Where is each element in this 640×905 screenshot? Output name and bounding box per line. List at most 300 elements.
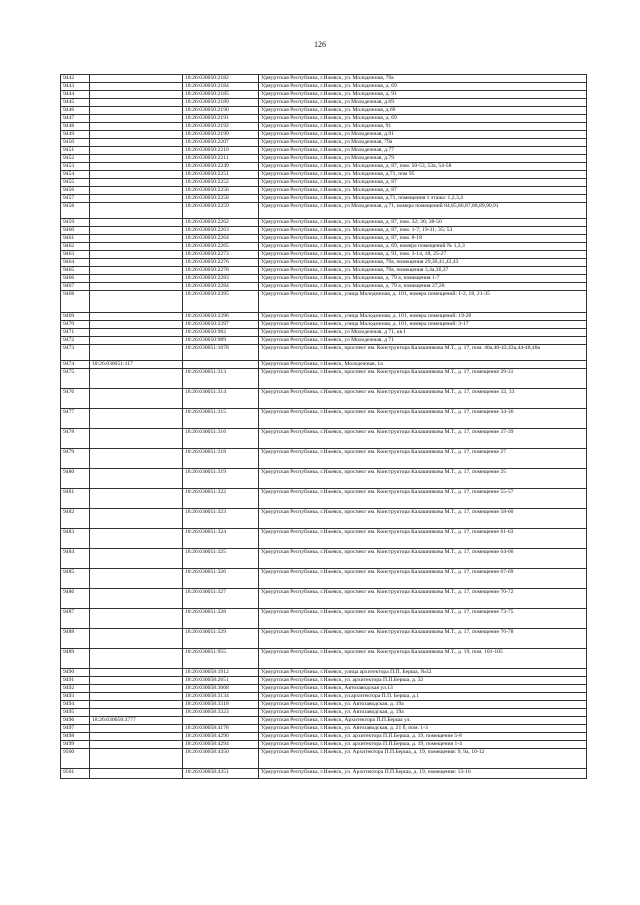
record-number-cell: 9476 bbox=[61, 389, 90, 409]
table-row bbox=[61, 389, 587, 409]
address-cell: Удмуртская Республика, г.Ижевск, ул Молодежная, 79а bbox=[259, 139, 587, 147]
previous-cadastral-number-cell bbox=[90, 529, 183, 549]
record-number-cell: 9448 bbox=[61, 123, 90, 131]
record-number-cell: 9468 bbox=[61, 291, 90, 313]
record-number-cell: 9493 bbox=[61, 693, 90, 701]
record-number-cell: 9467 bbox=[61, 283, 90, 291]
previous-cadastral-number-cell bbox=[90, 313, 183, 321]
address-cell: Удмуртская Республика, г.Ижевск, ул. Молодежная, д. 91, пом. 3-14, 18, 25-27 bbox=[259, 251, 587, 259]
table-row bbox=[61, 329, 587, 337]
record-number-cell: 9447 bbox=[61, 115, 90, 123]
address-cell: Удмуртская Республика, г.Ижевск, ул. Молодежная, д. 69, номера помещений № 1,2,3 bbox=[259, 243, 587, 251]
previous-cadastral-number-cell bbox=[90, 369, 183, 389]
record-number-cell: 9458 bbox=[61, 203, 90, 219]
record-number-cell: 9497 bbox=[61, 725, 90, 733]
previous-cadastral-number-cell bbox=[90, 733, 183, 741]
address-cell: Удмуртская Республика, г.Ижевск, проспект им. Конструктора Калашникова М.Т., д. 17, помещение 61-63 bbox=[259, 529, 587, 549]
record-number-cell: 9444 bbox=[61, 91, 90, 99]
table-row bbox=[61, 107, 587, 115]
record-number-cell: 9452 bbox=[61, 155, 90, 163]
previous-cadastral-number-cell bbox=[90, 163, 183, 171]
previous-cadastral-number-cell bbox=[90, 147, 183, 155]
address-cell: Удмуртская Республика, г.Ижевск, ул Молодежная, д.71, номера помещений 84,85,86,87,88,89,90,91 bbox=[259, 203, 587, 219]
previous-cadastral-number-cell bbox=[90, 749, 183, 769]
address-cell: Удмуртская Республика, г.Ижевск, ул. Архитектора П.П.Берша, д. 19, помещения: 13-16 bbox=[259, 769, 587, 779]
table-row bbox=[61, 345, 587, 361]
address-cell: Удмуртская Республика, г.Ижевск, ул. Молодежная, д. 87, пом. 50-53, 53а, 54-58 bbox=[259, 163, 587, 171]
table-row bbox=[61, 509, 587, 529]
address-cell: Удмуртская Республика, г.Ижевск, ул. Молодежная, д.71, пом 95 bbox=[259, 171, 587, 179]
previous-cadastral-number-cell: 18:26:030058:3777 bbox=[90, 717, 183, 725]
cadastral-number-cell: 18:26:030058:1912 bbox=[183, 669, 259, 677]
cadastral-number-cell: 18:26:030051:325 bbox=[183, 549, 259, 569]
cadastral-number-cell: 18:26:030058:3068 bbox=[183, 685, 259, 693]
previous-cadastral-number-cell bbox=[90, 123, 183, 131]
address-cell: Удмуртская Республика, г.Ижевск, ул Молодежная, д.79 bbox=[259, 155, 587, 163]
cadastral-number-cell: 18:26:030058:2651 bbox=[183, 677, 259, 685]
record-number-cell: 9486 bbox=[61, 589, 90, 609]
cadastral-number-cell bbox=[183, 717, 259, 725]
record-number-cell: 9443 bbox=[61, 83, 90, 91]
previous-cadastral-number-cell bbox=[90, 131, 183, 139]
table-row bbox=[61, 569, 587, 589]
cadastral-number-cell: 18:26:030058:4351 bbox=[183, 769, 259, 779]
table-row bbox=[61, 369, 587, 389]
previous-cadastral-number-cell bbox=[90, 99, 183, 107]
table-row bbox=[61, 749, 587, 769]
address-cell: Удмуртская Республика, г.Ижевск, ул Молодежная, д 71, кв I bbox=[259, 329, 587, 337]
record-number-cell: 9462 bbox=[61, 243, 90, 251]
previous-cadastral-number-cell bbox=[90, 171, 183, 179]
cadastral-number-cell: 18:26:030050:2397 bbox=[183, 321, 259, 329]
cadastral-number-cell: 18:26:030050:2191 bbox=[183, 115, 259, 123]
cadastral-number-cell: 18:26:030058:3134 bbox=[183, 693, 259, 701]
previous-cadastral-number-cell bbox=[90, 549, 183, 569]
cadastral-number-cell: 18:26:030050:2189 bbox=[183, 99, 259, 107]
cadastral-number-cell: 18:26:030051:327 bbox=[183, 589, 259, 609]
table-row bbox=[61, 155, 587, 163]
record-number-cell: 9495 bbox=[61, 709, 90, 717]
address-cell: Удмуртская Республика, г.Ижевск, проспект им. Конструктора Калашникова М.Т., д. 19, пом. 101-105 bbox=[259, 649, 587, 669]
address-cell: Удмуртская Республика, г.Ижевск, проспект им. Конструктора Калашникова М.Т., д. 17, помещение 67-69 bbox=[259, 569, 587, 589]
previous-cadastral-number-cell bbox=[90, 677, 183, 685]
cadastral-number-cell: 18:26:030050:2396 bbox=[183, 313, 259, 321]
address-cell: Удмуртская Республика, г.Ижевск, ул.архитектора П.П. Берша, д.1 bbox=[259, 693, 587, 701]
previous-cadastral-number-cell bbox=[90, 509, 183, 529]
cadastral-number-cell: 18:26:030050:2262 bbox=[183, 219, 259, 227]
address-cell: Удмуртская Республика, г.Ижевск, ул. Молодежная, д. 87 bbox=[259, 187, 587, 195]
cadastral-number-cell: 18:26:030051:1078 bbox=[183, 345, 259, 361]
previous-cadastral-number-cell bbox=[90, 489, 183, 509]
address-cell: Удмуртская Республика, г.Ижевск, ул. Молодежная, д.69 bbox=[259, 107, 587, 115]
address-cell: Удмуртская Республика, г.Ижевск, ул. Архитектора П.П.Берша, д. 19, помещения: 9, 9а, 10-12 bbox=[259, 749, 587, 769]
previous-cadastral-number-cell bbox=[90, 83, 183, 91]
address-cell: Удмуртская Республика, г.Ижевск, ул. Молодежная, д. 87, пом. 1-7; 19-31; 35; 53 bbox=[259, 227, 587, 235]
record-number-cell: 9463 bbox=[61, 251, 90, 259]
previous-cadastral-number-cell bbox=[90, 701, 183, 709]
previous-cadastral-number-cell bbox=[90, 91, 183, 99]
record-number-cell: 9470 bbox=[61, 321, 90, 329]
address-cell: Удмуртская Республика, г.Ижевск, проспект им. Конструктора Калашникова М.Т., д. 17, помещение 73-75 bbox=[259, 609, 587, 629]
record-number-cell: 9481 bbox=[61, 489, 90, 509]
address-cell: Удмуртская Республика, г.Ижевск, проспект им. Конструктора Калашникова М.Т., д. 17, помещение 58-60 bbox=[259, 509, 587, 529]
address-cell: Удмуртская Республика, г.Ижевск, ул. Молодежная, д. 79 а, помещения 1-7 bbox=[259, 275, 587, 283]
record-number-cell: 9445 bbox=[61, 99, 90, 107]
cadastral-number-cell: 18:26:030050:989 bbox=[183, 337, 259, 345]
previous-cadastral-number-cell bbox=[90, 709, 183, 717]
address-cell: Удмуртская Республика, г.Ижевск, ул Молодежная, д.91 bbox=[259, 131, 587, 139]
table-row bbox=[61, 549, 587, 569]
previous-cadastral-number-cell bbox=[90, 389, 183, 409]
record-number-cell: 9469 bbox=[61, 313, 90, 321]
table-row bbox=[61, 203, 587, 219]
table-row bbox=[61, 179, 587, 187]
cadastral-number-cell: 18:26:030050:2199 bbox=[183, 131, 259, 139]
address-cell: Удмуртская Республика, г.Ижевск, улица архитектора П.П. Берша, №32 bbox=[259, 669, 587, 677]
address-cell: Удмуртская Республика, г.Ижевск, ул. Молодежная, д. 79 а, помещения 27,28 bbox=[259, 283, 587, 291]
record-number-cell: 9472 bbox=[61, 337, 90, 345]
table-row bbox=[61, 123, 587, 131]
record-number-cell: 9477 bbox=[61, 409, 90, 429]
cadastral-number-cell: 18:26:030050:2256 bbox=[183, 187, 259, 195]
table-row bbox=[61, 649, 587, 669]
table-row bbox=[61, 629, 587, 649]
address-cell: Удмуртская Республика, г.Ижевск, проспект им. Конструктора Калашникова М.Т., д. 17, помещение 76-78 bbox=[259, 629, 587, 649]
cadastral-number-cell: 18:26:030050:2185 bbox=[183, 91, 259, 99]
table-row bbox=[61, 469, 587, 489]
address-cell: Удмуртская Республика, г.Ижевск, ул. архитектора П.П.Берша, д. 19, помещения 1-4 bbox=[259, 741, 587, 749]
address-cell: Удмуртская Республика, г.Ижевск, ул. Молодежная, 91 bbox=[259, 123, 587, 131]
address-cell: Удмуртская Республика, г.Ижевск, улица Молодежная, д. 101, номера помещений: 3-17 bbox=[259, 321, 587, 329]
cadastral-number-cell: 18:26:030051:328 bbox=[183, 609, 259, 629]
cadastral-number-cell: 18:26:030051:318 bbox=[183, 449, 259, 469]
record-number-cell: 9498 bbox=[61, 733, 90, 741]
cadastral-number-cell: 18:26:030050:2283 bbox=[183, 275, 259, 283]
address-cell: Удмуртская Республика, г.Ижевск, ул Молодежная, д 71 bbox=[259, 337, 587, 345]
record-number-cell: 9479 bbox=[61, 449, 90, 469]
table-row bbox=[61, 409, 587, 429]
table-row bbox=[61, 219, 587, 227]
cadastral-number-cell bbox=[183, 361, 259, 369]
cadastral-number-cell: 18:26:030051:322 bbox=[183, 489, 259, 509]
previous-cadastral-number-cell bbox=[90, 741, 183, 749]
previous-cadastral-number-cell bbox=[90, 429, 183, 449]
cadastral-number-cell: 18:26:030051:326 bbox=[183, 569, 259, 589]
table-row bbox=[61, 243, 587, 251]
cadastral-number-cell: 18:26:030050:2249 bbox=[183, 163, 259, 171]
cadastral-number-cell: 18:26:030051:323 bbox=[183, 509, 259, 529]
address-cell: Удмуртская Республика, г.Ижевск, проспект им. Конструктора Калашникова М.Т., д. 17, пом. 40а,40-43,43а,44-48,48а bbox=[259, 345, 587, 361]
record-number-cell: 9474 bbox=[61, 361, 90, 369]
record-number-cell: 9450 bbox=[61, 139, 90, 147]
address-cell: Удмуртская Республика, г.Ижевск, ул. архитектора П.П.Берша, д. 19, помещение 5-8 bbox=[259, 733, 587, 741]
table-row bbox=[61, 259, 587, 267]
record-number-cell: 9491 bbox=[61, 677, 90, 685]
previous-cadastral-number-cell bbox=[90, 449, 183, 469]
record-number-cell: 9484 bbox=[61, 549, 90, 569]
record-number-cell: 9473 bbox=[61, 345, 90, 361]
table-row bbox=[61, 267, 587, 275]
previous-cadastral-number-cell bbox=[90, 685, 183, 693]
table-row bbox=[61, 769, 587, 779]
previous-cadastral-number-cell bbox=[90, 469, 183, 489]
table-row bbox=[61, 337, 587, 345]
address-cell: Удмуртская Республика, г.Ижевск, ул. Молодежная, д. 87, пом. 8-18 bbox=[259, 235, 587, 243]
record-number-cell: 9475 bbox=[61, 369, 90, 389]
cadastral-number-cell: 18:26:030050:2278 bbox=[183, 267, 259, 275]
record-number-cell: 9485 bbox=[61, 569, 90, 589]
table-row bbox=[61, 91, 587, 99]
previous-cadastral-number-cell bbox=[90, 725, 183, 733]
record-number-cell: 9489 bbox=[61, 649, 90, 669]
cadastral-number-cell: 18:26:030050:2284 bbox=[183, 283, 259, 291]
address-cell: Удмуртская Республика, г.Ижевск, ул. Молодежная, д.71, помещения 1 этажа: 1,2,3,4 bbox=[259, 195, 587, 203]
address-cell: Удмуртская Республика, г.Ижевск, улица Молодежная, д. 101, номера помещений: 19-20 bbox=[259, 313, 587, 321]
table-row bbox=[61, 227, 587, 235]
address-cell: Удмуртская Республика, г.Ижевск, улица Молодежная, д. 101, номера помещений: 1-2, 18, 21-35 bbox=[259, 291, 587, 313]
page-number: 126 bbox=[314, 40, 326, 49]
cadastral-number-cell: 18:26:030050:2265 bbox=[183, 243, 259, 251]
address-cell: Удмуртская Республика, г.Ижевск, ул Молодежная, д.77 bbox=[259, 147, 587, 155]
address-cell: Удмуртская Республика, г.Ижевск, проспект им. Конструктора Калашникова М.Т., д. 17, помещение 34-36 bbox=[259, 409, 587, 429]
table-row bbox=[61, 291, 587, 313]
record-number-cell: 9500 bbox=[61, 749, 90, 769]
table-row bbox=[61, 701, 587, 709]
address-cell: Удмуртская Республика, г.Ижевск, ул. Молодежная, д. 87, пом. 32; 36; 38-50 bbox=[259, 219, 587, 227]
table-row bbox=[61, 235, 587, 243]
table-row bbox=[61, 589, 587, 609]
record-number-cell: 9488 bbox=[61, 629, 90, 649]
table-row bbox=[61, 677, 587, 685]
previous-cadastral-number-cell bbox=[90, 259, 183, 267]
previous-cadastral-number-cell bbox=[90, 569, 183, 589]
previous-cadastral-number-cell bbox=[90, 107, 183, 115]
table-row bbox=[61, 609, 587, 629]
previous-cadastral-number-cell bbox=[90, 345, 183, 361]
address-cell: Удмуртская Республика, г.Ижевск, ул. архитектора П.П.Берша, д. 32 bbox=[259, 677, 587, 685]
table-row bbox=[61, 529, 587, 549]
previous-cadastral-number-cell bbox=[90, 337, 183, 345]
cadastral-number-cell: 18:26:030050:2207 bbox=[183, 139, 259, 147]
table-row bbox=[61, 733, 587, 741]
record-number-cell: 9496 bbox=[61, 717, 90, 725]
cadastral-number-cell: 18:26:030050:2211 bbox=[183, 155, 259, 163]
table-row bbox=[61, 131, 587, 139]
cadastral-number-cell: 18:26:030051:315 bbox=[183, 409, 259, 429]
table-row bbox=[61, 99, 587, 107]
previous-cadastral-number-cell bbox=[90, 291, 183, 313]
previous-cadastral-number-cell bbox=[90, 267, 183, 275]
previous-cadastral-number-cell bbox=[90, 649, 183, 669]
table-row bbox=[61, 313, 587, 321]
address-cell: Удмуртская Республика, г.Ижевск, Автозаводская ул.13 bbox=[259, 685, 587, 693]
table-row bbox=[61, 709, 587, 717]
record-number-cell: 9449 bbox=[61, 131, 90, 139]
table-row bbox=[61, 693, 587, 701]
cadastral-number-cell: 18:26:030050:2184 bbox=[183, 83, 259, 91]
record-number-cell: 9501 bbox=[61, 769, 90, 779]
address-cell: Удмуртская Республика, г.Ижевск, проспект им. Конструктора Калашникова М.Т., д. 17, помещение 64-66 bbox=[259, 549, 587, 569]
record-number-cell: 9465 bbox=[61, 267, 90, 275]
record-number-cell: 9490 bbox=[61, 669, 90, 677]
address-cell: Удмуртская Республика, г.Ижевск, проспект им. Конструктора Калашникова М.Т., д. 17, помещение 70-72 bbox=[259, 589, 587, 609]
cadastral-number-cell: 18:26:030058:3323 bbox=[183, 709, 259, 717]
previous-cadastral-number-cell bbox=[90, 243, 183, 251]
address-cell: Удмуртская Республика, г.Ижевск, ул. Молодежная, д. 69 bbox=[259, 83, 587, 91]
table-row bbox=[61, 283, 587, 291]
cadastral-number-cell: 18:26:030050:2276 bbox=[183, 259, 259, 267]
cadastral-number-cell: 18:26:030050:2210 bbox=[183, 147, 259, 155]
address-cell: Удмуртская Республика, г.Ижевск, Молодежная, 1а bbox=[259, 361, 587, 369]
address-cell: Удмуртская Республика, г.Ижевск, ул. Автозаводская, д. 19а bbox=[259, 701, 587, 709]
cadastral-number-cell: 18:26:030051:955 bbox=[183, 649, 259, 669]
cadastral-number-cell: 18:26:030051:324 bbox=[183, 529, 259, 549]
previous-cadastral-number-cell bbox=[90, 75, 183, 83]
address-cell: Удмуртская Республика, г.Ижевск, ул. Автозаводская, д. 19а bbox=[259, 709, 587, 717]
table-row bbox=[61, 115, 587, 123]
address-cell: Удмуртская Республика, г.Ижевск, проспект им. Конструктора Калашникова М.Т., д. 17, помещение 55-57 bbox=[259, 489, 587, 509]
record-number-cell: 9482 bbox=[61, 509, 90, 529]
cadastral-number-cell: 18:26:030050:2192 bbox=[183, 123, 259, 131]
previous-cadastral-number-cell bbox=[90, 219, 183, 227]
previous-cadastral-number-cell bbox=[90, 275, 183, 283]
previous-cadastral-number-cell bbox=[90, 609, 183, 629]
table-row bbox=[61, 725, 587, 733]
cadastral-number-cell: 18:26:030058:4290 bbox=[183, 733, 259, 741]
cadastral-number-cell: 18:26:030058:4350 bbox=[183, 749, 259, 769]
record-number-cell: 9459 bbox=[61, 219, 90, 227]
record-number-cell: 9442 bbox=[61, 75, 90, 83]
cadastral-number-cell: 18:26:030051:329 bbox=[183, 629, 259, 649]
table-row bbox=[61, 321, 587, 329]
address-cell: Удмуртская Республика, г.Ижевск, ул. Молодежная, 79а bbox=[259, 75, 587, 83]
table-row bbox=[61, 717, 587, 725]
cadastral-number-cell: 18:26:030050:2264 bbox=[183, 235, 259, 243]
previous-cadastral-number-cell bbox=[90, 321, 183, 329]
cadastral-number-cell: 18:26:030050:2251 bbox=[183, 171, 259, 179]
previous-cadastral-number-cell bbox=[90, 195, 183, 203]
table-row bbox=[61, 147, 587, 155]
record-number-cell: 9454 bbox=[61, 171, 90, 179]
record-number-cell: 9461 bbox=[61, 235, 90, 243]
previous-cadastral-number-cell bbox=[90, 589, 183, 609]
table-row bbox=[61, 429, 587, 449]
cadastral-number-cell: 18:26:030050:2263 bbox=[183, 227, 259, 235]
previous-cadastral-number-cell bbox=[90, 409, 183, 429]
address-cell: Удмуртская Республика, г.Ижевск, ул. Молодежная, д. 69 bbox=[259, 115, 587, 123]
address-cell: Удмуртская Республика, г.Ижевск, проспект им. Конструктора Калашникова М.Т., д. 17, помещение 37-39 bbox=[259, 429, 587, 449]
table-row bbox=[61, 489, 587, 509]
record-number-cell: 9483 bbox=[61, 529, 90, 549]
address-cell: Удмуртская Республика, г.Ижевск, проспект им. Конструктора Калашникова М.Т., д. 17, помещение 29-31 bbox=[259, 369, 587, 389]
previous-cadastral-number-cell bbox=[90, 155, 183, 163]
record-number-cell: 9446 bbox=[61, 107, 90, 115]
address-cell: Удмуртская Республика, г.Ижевск, ул. Молодежная, 79а, помещения 29,30,41,42,43 bbox=[259, 259, 587, 267]
table-row bbox=[61, 275, 587, 283]
table-row bbox=[61, 361, 587, 369]
cadastral-number-cell: 18:26:030058:4178 bbox=[183, 725, 259, 733]
table-row bbox=[61, 163, 587, 171]
table-row bbox=[61, 251, 587, 259]
table-row bbox=[61, 139, 587, 147]
previous-cadastral-number-cell bbox=[90, 329, 183, 337]
record-number-cell: 9464 bbox=[61, 259, 90, 267]
cadastral-number-cell: 18:26:030051:314 bbox=[183, 389, 259, 409]
record-number-cell: 9487 bbox=[61, 609, 90, 629]
record-number-cell: 9453 bbox=[61, 163, 90, 171]
table-row bbox=[61, 187, 587, 195]
previous-cadastral-number-cell bbox=[90, 283, 183, 291]
record-number-cell: 9456 bbox=[61, 187, 90, 195]
address-cell: Удмуртская Республика, г.Ижевск, ул Молодежная, д.69 bbox=[259, 99, 587, 107]
table-row bbox=[61, 195, 587, 203]
previous-cadastral-number-cell bbox=[90, 693, 183, 701]
previous-cadastral-number-cell bbox=[90, 187, 183, 195]
cadastral-number-cell: 18:26:030050:2182 bbox=[183, 75, 259, 83]
records-body bbox=[61, 75, 587, 779]
record-number-cell: 9466 bbox=[61, 275, 90, 283]
address-cell: Удмуртская Республика, г.Ижевск, проспект им. Конструктора Калашникова М.Т., д. 17, помещение 27 bbox=[259, 449, 587, 469]
cadastral-number-cell: 18:26:030051:316 bbox=[183, 429, 259, 449]
table-row bbox=[61, 83, 587, 91]
record-number-cell: 9451 bbox=[61, 147, 90, 155]
cadastral-number-cell: 18:26:030050:2273 bbox=[183, 251, 259, 259]
address-cell: Удмуртская Республика, г.Ижевск, ул. Молодежная, д. 91 bbox=[259, 91, 587, 99]
cadastral-number-cell: 18:26:030050:982 bbox=[183, 329, 259, 337]
previous-cadastral-number-cell bbox=[90, 203, 183, 219]
cadastral-number-cell: 18:26:030050:2190 bbox=[183, 107, 259, 115]
address-cell: Удмуртская Республика, г.Ижевск, ул. Автозаводская, д. 21 б, пом. 1-3 bbox=[259, 725, 587, 733]
address-cell: Удмуртская Республика, г.Ижевск, ул. Молодежная, 79а, помещения 3,4а,36,37 bbox=[259, 267, 587, 275]
table-row bbox=[61, 171, 587, 179]
record-number-cell: 9457 bbox=[61, 195, 90, 203]
address-cell: Удмуртская Республика, г.Ижевск, проспект им. Конструктора Калашникова М.Т., д. 17, помещение 32, 33 bbox=[259, 389, 587, 409]
record-number-cell: 9499 bbox=[61, 741, 90, 749]
cadastral-number-cell: 18:26:030058:4294 bbox=[183, 741, 259, 749]
record-number-cell: 9492 bbox=[61, 685, 90, 693]
address-cell: Удмуртская Республика, г.Ижевск, Архитектора П.П.Берша ул. bbox=[259, 717, 587, 725]
previous-cadastral-number-cell bbox=[90, 251, 183, 259]
address-cell: Удмуртская Республика, г.Ижевск, ул. Молодежная, д. 87 bbox=[259, 179, 587, 187]
cadastral-number-cell: 18:26:030050:2395 bbox=[183, 291, 259, 313]
record-number-cell: 9480 bbox=[61, 469, 90, 489]
previous-cadastral-number-cell bbox=[90, 629, 183, 649]
table-row bbox=[61, 669, 587, 677]
previous-cadastral-number-cell bbox=[90, 115, 183, 123]
cadastral-number-cell: 18:26:030051:319 bbox=[183, 469, 259, 489]
previous-cadastral-number-cell bbox=[90, 669, 183, 677]
record-number-cell: 9471 bbox=[61, 329, 90, 337]
record-number-cell: 9455 bbox=[61, 179, 90, 187]
previous-cadastral-number-cell bbox=[90, 235, 183, 243]
previous-cadastral-number-cell bbox=[90, 227, 183, 235]
cadastral-number-cell: 18:26:030050:2258 bbox=[183, 195, 259, 203]
previous-cadastral-number-cell bbox=[90, 139, 183, 147]
cadastral-records-table bbox=[60, 74, 587, 779]
table-row bbox=[61, 741, 587, 749]
address-cell: Удмуртская Республика, г.Ижевск, проспект им. Конструктора Калашникова М.Т., д. 17, помещение 25 bbox=[259, 469, 587, 489]
previous-cadastral-number-cell bbox=[90, 769, 183, 779]
cadastral-number-cell: 18:26:030051:313 bbox=[183, 369, 259, 389]
previous-cadastral-number-cell: 18:26:030051:117 bbox=[90, 361, 183, 369]
cadastral-number-cell: 18:26:030058:3318 bbox=[183, 701, 259, 709]
record-number-cell: 9460 bbox=[61, 227, 90, 235]
cadastral-number-cell: 18:26:030050:2252 bbox=[183, 179, 259, 187]
table-row bbox=[61, 449, 587, 469]
record-number-cell: 9478 bbox=[61, 429, 90, 449]
previous-cadastral-number-cell bbox=[90, 179, 183, 187]
cadastral-number-cell: 18:26:030050:2259 bbox=[183, 203, 259, 219]
